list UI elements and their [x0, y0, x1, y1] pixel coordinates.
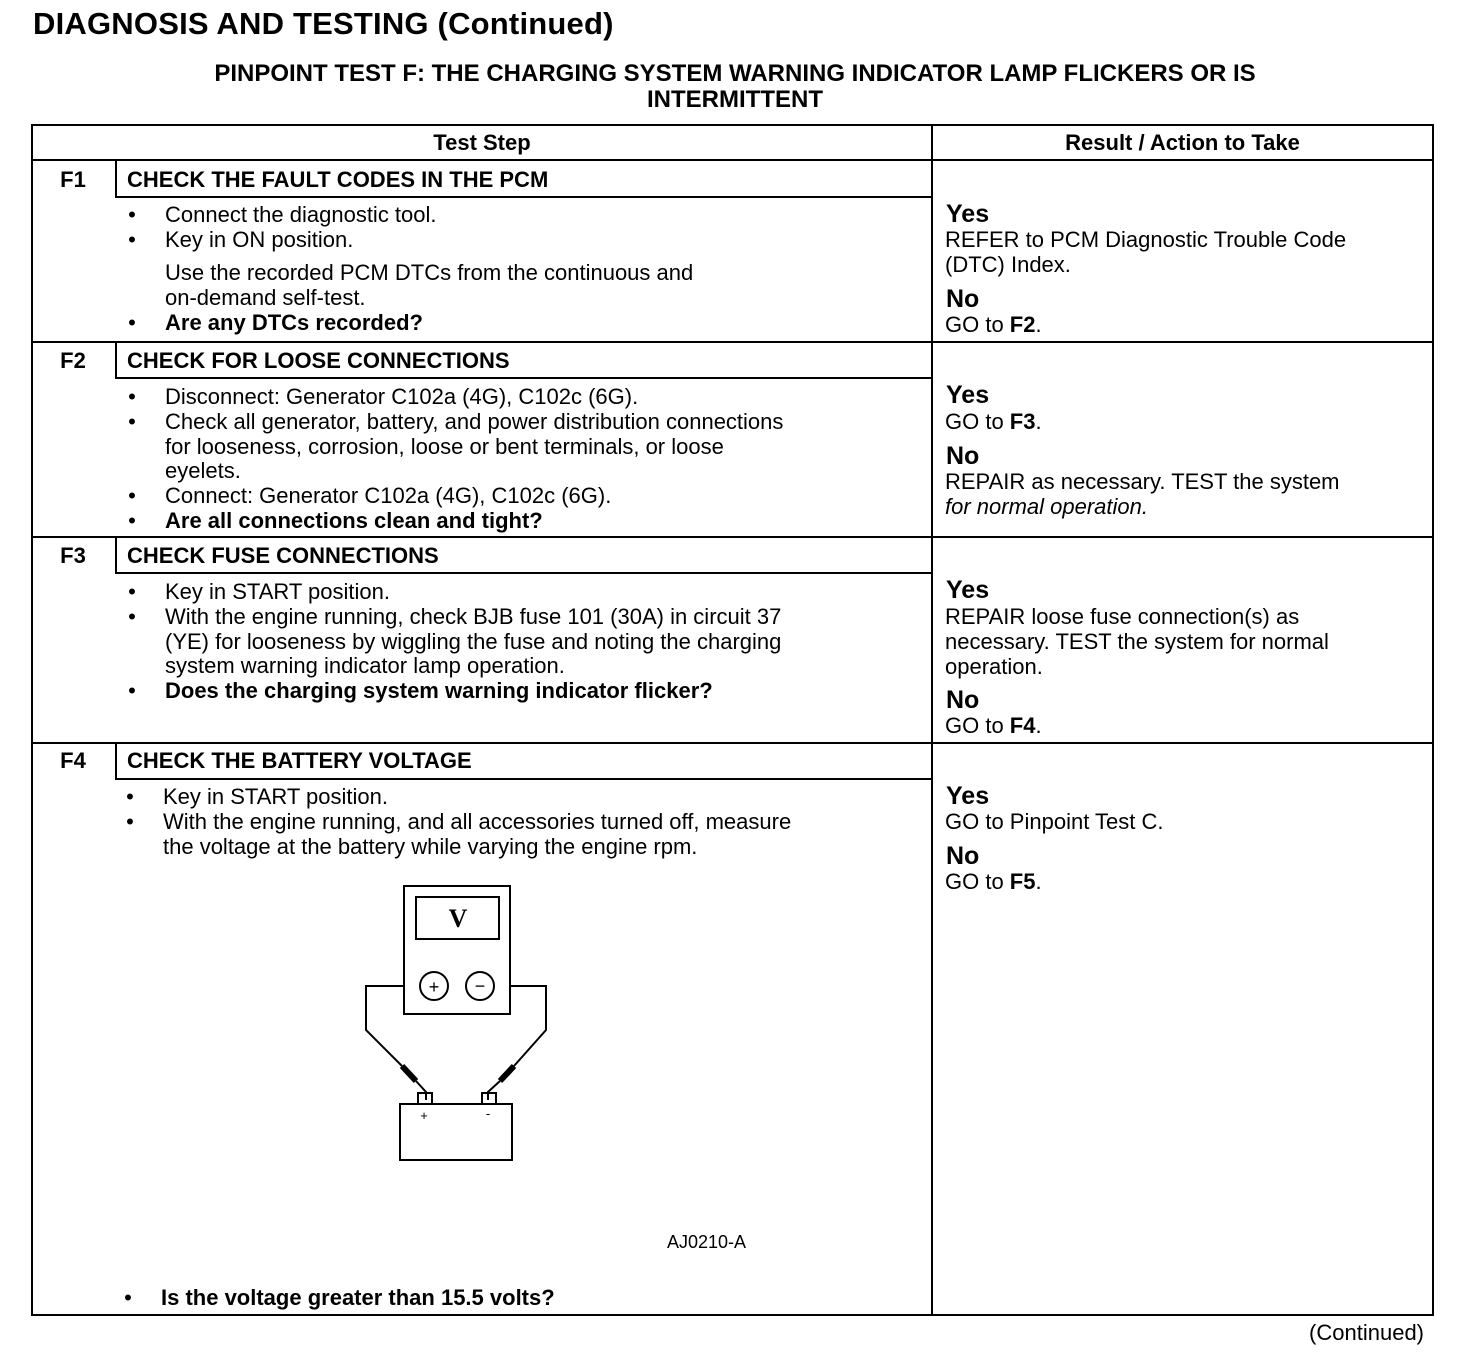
step-question: Does the charging system warning indicator flicker?: [165, 678, 713, 703]
result-no-action: REPAIR as necessary. TEST the system: [945, 469, 1340, 494]
bullet-icon: •: [128, 227, 136, 252]
step-question: Are all connections clean and tight?: [165, 508, 543, 533]
step-line: system warning indicator lamp operation.: [165, 653, 565, 678]
step-line: With the engine running, check BJB fuse 101 (30A) in circuit 37: [165, 604, 782, 629]
voltmeter-battery-diagram: [350, 880, 580, 1180]
figure-caption: AJ0210-A: [667, 1232, 747, 1252]
continued-footer: (Continued): [1309, 1320, 1424, 1345]
meter-minus-label: −: [474, 976, 486, 996]
column-header-test-step: Test Step: [433, 130, 531, 155]
bullet-icon: •: [128, 579, 136, 604]
step-title-f4: CHECK THE BATTERY VOLTAGE: [127, 748, 472, 773]
step-line: Connect: Generator C102a (4G), C102c (6G).: [165, 483, 612, 508]
step-line: for looseness, corrosion, loose or bent terminals, or loose: [165, 434, 724, 459]
step-id-f4: F4: [60, 748, 86, 773]
result-no-action: for normal operation.: [945, 494, 1148, 519]
step-id-f2: F2: [60, 348, 86, 373]
result-yes: Yes: [946, 782, 990, 810]
meter-label: V: [448, 904, 468, 933]
result-yes-action: GO to F3.: [945, 409, 1042, 434]
battery-plus-label: +: [420, 1108, 428, 1123]
result-yes-action: REFER to PCM Diagnostic Trouble Code: [945, 227, 1347, 252]
bullet-icon: •: [128, 604, 136, 629]
pinpoint-test-title: [40, 61, 1430, 113]
step-question: Are any DTCs recorded?: [165, 310, 423, 335]
step-line: Key in START position.: [163, 784, 388, 809]
bullet-icon: •: [128, 508, 136, 533]
result-yes: Yes: [946, 576, 990, 604]
bullet-icon: •: [128, 310, 136, 335]
bullet-icon: •: [126, 784, 134, 809]
goto-target: F3: [1009, 409, 1036, 434]
result-no-action: GO to F2.: [945, 312, 1042, 337]
column-header-result: Result / Action to Take: [1065, 130, 1300, 155]
result-no: No: [946, 285, 980, 313]
result-yes: Yes: [946, 200, 990, 228]
battery-minus-label: -: [485, 1106, 491, 1121]
result-yes-action: operation.: [945, 654, 1043, 679]
bullet-icon: •: [124, 1285, 132, 1310]
step-line: Key in ON position.: [165, 227, 354, 252]
bullet-icon: •: [128, 384, 136, 409]
step-line: Disconnect: Generator C102a (4G), C102c (6G).: [165, 384, 639, 409]
step-line: Key in START position.: [165, 579, 390, 604]
step-question: Is the voltage greater than 15.5 volts?: [161, 1285, 555, 1310]
step-line: With the engine running, and all accessories turned off, measure: [163, 809, 792, 834]
result-no: No: [946, 442, 980, 470]
meter-plus-label: +: [428, 977, 440, 997]
result-yes: Yes: [946, 381, 990, 409]
result-no-action: GO to F4.: [945, 713, 1042, 738]
step-line: Check all generator, battery, and power distribution connections: [165, 409, 784, 434]
step-title-f1: CHECK THE FAULT CODES IN THE PCM: [127, 167, 549, 192]
result-no: No: [946, 686, 980, 714]
test-title-line-1: PINPOINT TEST F: THE CHARGING SYSTEM WARNING INDICATOR LAMP FLICKERS OR IS: [214, 60, 1256, 87]
goto-target: F5: [1009, 869, 1036, 894]
test-title-line-2: INTERMITTENT: [647, 86, 823, 113]
goto-target: F2: [1009, 312, 1036, 337]
step-line: eyelets.: [165, 458, 241, 483]
result-no-action: GO to F5.: [945, 869, 1042, 894]
step-line: Use the recorded PCM DTCs from the continuous and: [165, 260, 694, 285]
bullet-icon: •: [128, 202, 136, 227]
result-yes-action: GO to Pinpoint Test C.: [945, 809, 1164, 834]
result-yes-action: REPAIR loose fuse connection(s) as: [945, 604, 1300, 629]
battery-icon: [400, 1104, 512, 1160]
bullet-icon: •: [126, 809, 134, 834]
bullet-icon: •: [128, 409, 136, 434]
step-line: on-demand self-test.: [165, 285, 366, 310]
bullet-icon: •: [128, 483, 136, 508]
step-line: Connect the diagnostic tool.: [165, 202, 437, 227]
step-title-f3: CHECK FUSE CONNECTIONS: [127, 543, 439, 568]
step-line: the voltage at the battery while varying the engine rpm.: [163, 834, 698, 859]
goto-target: F4: [1009, 713, 1036, 738]
step-title-f2: CHECK FOR LOOSE CONNECTIONS: [127, 348, 510, 373]
step-line: (YE) for looseness by wiggling the fuse and noting the charging: [165, 629, 782, 654]
page-title: DIAGNOSIS AND TESTING (Continued): [33, 6, 614, 41]
result-yes-action: necessary. TEST the system for normal: [945, 629, 1329, 654]
step-id-f3: F3: [60, 543, 86, 568]
result-yes-action: (DTC) Index.: [945, 252, 1071, 277]
bullet-icon: •: [128, 678, 136, 703]
result-no: No: [946, 842, 980, 870]
step-id-f1: F1: [60, 167, 86, 192]
